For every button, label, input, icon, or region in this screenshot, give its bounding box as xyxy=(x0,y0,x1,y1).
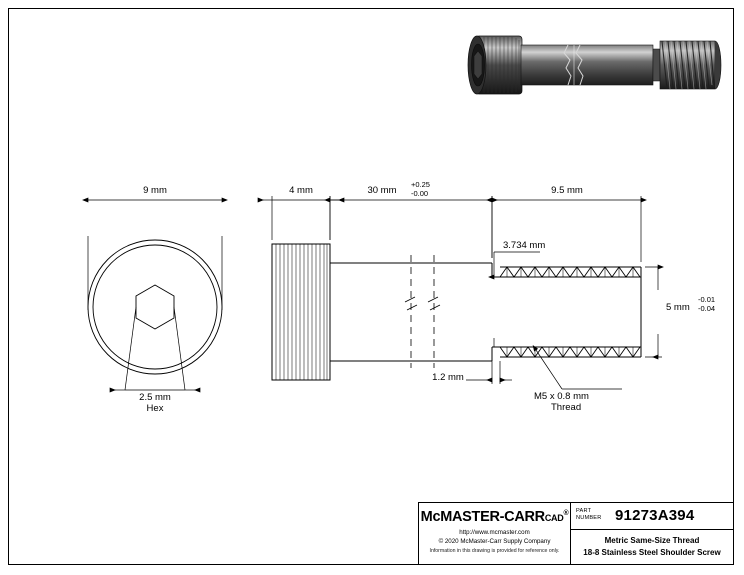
logo-registered-icon: ® xyxy=(563,510,569,518)
dim-head-height-label: 4 mm xyxy=(289,185,313,196)
dim-thread-length-label: 9.5 mm xyxy=(551,185,583,196)
part-number-label xyxy=(576,508,601,521)
description-line2: 18-8 Stainless Steel Shoulder Screw xyxy=(583,547,721,557)
logo-main-text: McMASTER-CARR xyxy=(420,509,545,525)
logo-cad-text: CAD xyxy=(544,513,564,523)
title-block xyxy=(418,502,734,565)
dim-shoulder-length-tol-lower: -0.00 xyxy=(411,189,429,198)
dim-shoulder-diameter-tol-upper: -0.01 xyxy=(698,295,716,304)
sheet-border xyxy=(8,8,734,565)
part-label-line1: PART xyxy=(576,508,592,514)
dim-thread-minor-label: 3.734 mm xyxy=(503,240,546,251)
copyright-text: © 2020 McMaster-Carr Supply Company xyxy=(438,538,551,545)
title-block-company xyxy=(419,503,571,564)
dim-hex-label: 2.5 mm xyxy=(139,392,171,403)
dim-undercut-label: 1.2 mm xyxy=(432,372,464,383)
thread-callout-line2: Thread xyxy=(551,402,582,413)
dim-shoulder-length-label: 30 mm xyxy=(367,185,397,196)
dim-head-diameter-label: 9 mm xyxy=(143,185,167,196)
dim-shoulder-length-tol-upper: +0.25 xyxy=(411,180,430,189)
company-url[interactable]: http://www.mcmaster.com xyxy=(459,529,530,536)
reference-note: Information in this drawing is provided for reference only. xyxy=(429,548,560,554)
part-number-value: 91273A394 xyxy=(615,507,695,524)
part-description xyxy=(571,530,733,558)
dim-shoulder-diameter-tol-lower: -0.04 xyxy=(698,304,716,313)
part-number-row xyxy=(571,503,733,530)
mcmaster-carr-logo xyxy=(419,509,570,525)
title-block-part xyxy=(571,503,733,564)
dim-hex-note: Hex xyxy=(146,403,164,414)
description-line1: Metric Same-Size Thread xyxy=(604,536,700,545)
dim-shoulder-diameter-label: 5 mm xyxy=(666,302,690,313)
thread-callout-line1: M5 x 0.8 mm xyxy=(534,391,589,402)
part-label-line2: NUMBER xyxy=(576,514,602,521)
